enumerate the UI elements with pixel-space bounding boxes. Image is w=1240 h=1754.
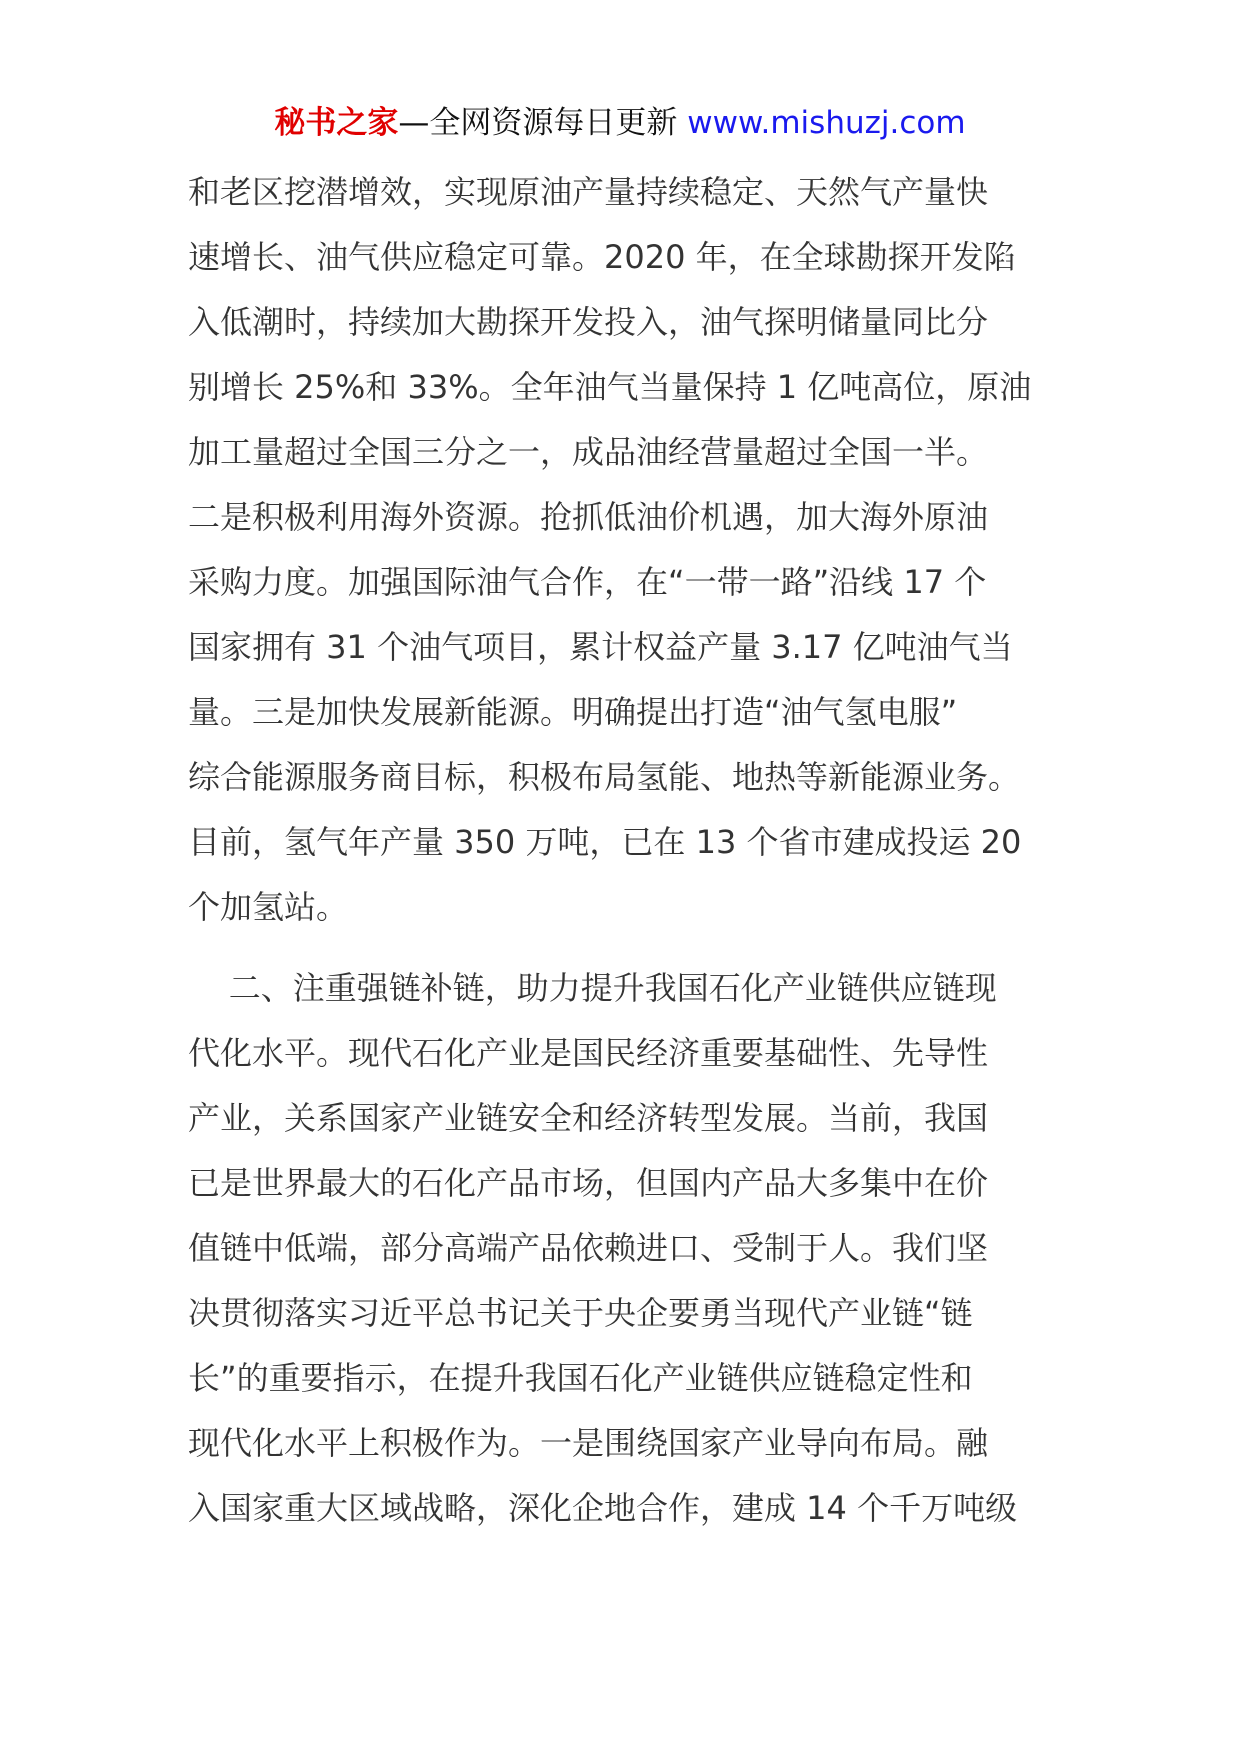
text-line: 长”的重要指示，在提升我国石化产业链供应链稳定性和: [188, 1359, 973, 1397]
text-line: 入国家重大区域战略，深化企地合作，建成 14 个千万吨级: [188, 1489, 1018, 1527]
text-line: 二、注重强链补链，助力提升我国石化产业链供应链现: [188, 969, 997, 1007]
text-line: 入低潮时，持续加大勘探开发投入，油气探明储量同比分: [188, 303, 989, 341]
text-line: 综合能源服务商目标，积极布局氢能、地热等新能源业务。: [188, 758, 1021, 796]
text-line: 代化水平。现代石化产业是国民经济重要基础性、先导性: [188, 1034, 989, 1072]
text-line: 和老区挖潜增效，实现原油产量持续稳定、天然气产量快: [188, 173, 989, 211]
text-line: 目前，氢气年产量 350 万吨，已在 13 个省市建成投运 20: [188, 823, 1022, 861]
header-brand: 秘书之家: [274, 105, 399, 141]
text-line: 别增长 25%和 33%。全年油气当量保持 1 亿吨高位，原油: [188, 368, 1032, 406]
text-line: 加工量超过全国三分之一，成品油经营量超过全国一半。: [188, 433, 989, 471]
text-line: 个加氢站。: [188, 888, 349, 926]
text-line: 已是世界最大的石化产品市场，但国内产品大多集中在价: [188, 1164, 989, 1202]
header-slogan: —全网资源每日更新: [398, 105, 678, 141]
text-line: 决贯彻落实习近平总书记关于央企要勇当现代产业链“链: [188, 1294, 973, 1332]
text-line: 速增长、油气供应稳定可靠。2020 年，在全球勘探开发陷: [188, 238, 1016, 276]
text-line: 值链中低端，部分高端产品依赖进口、受制于人。我们坚: [188, 1229, 989, 1267]
watermark-header: [0, 100, 1240, 146]
text-line: 量。三是加快发展新能源。明确提出打造“油气氢电服”: [188, 693, 958, 731]
text-line: 采购力度。加强国际油气合作，在“一带一路”沿线 17 个: [188, 563, 987, 601]
text-line: 二是积极利用海外资源。抢抓低油价机遇，加大海外原油: [188, 498, 989, 536]
paragraph-spacer: [188, 940, 1068, 956]
paragraph-1: [188, 160, 1068, 940]
header-url-link[interactable]: www.mishuzj.com: [687, 105, 966, 141]
text-line: 国家拥有 31 个油气项目，累计权益产量 3.17 亿吨油气当: [188, 628, 1013, 666]
paragraph-2: [188, 956, 1068, 1541]
text-line: 产业，关系国家产业链安全和经济转型发展。当前，我国: [188, 1099, 989, 1137]
document-body: [188, 160, 1068, 1541]
text-line: 现代化水平上积极作为。一是围绕国家产业导向布局。融: [188, 1424, 989, 1462]
